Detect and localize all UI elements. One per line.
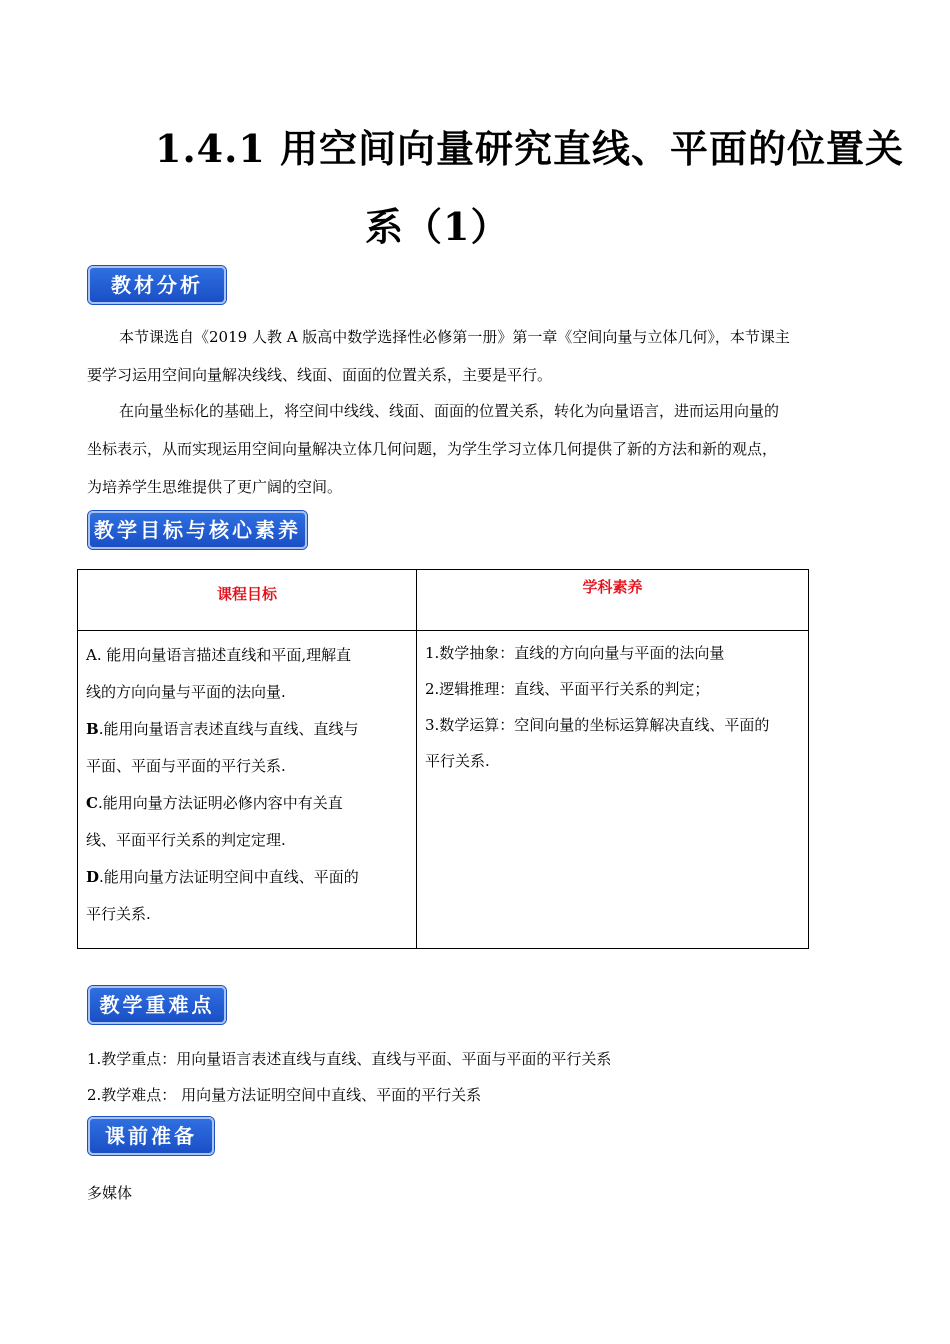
literacy-item-abstraction: 1.数学抽象：直线的方向向量与平面的法向量 (425, 644, 725, 662)
key-point-difficulty: 2.教学难点： 用向量方法证明空间中直线、平面的平行关系 (87, 1086, 482, 1104)
section-badge-key-points: 教学重难点 (88, 986, 226, 1024)
section-badge-analysis: 教材分析 (88, 266, 226, 304)
table-header-literacy: 学科素养 (417, 570, 809, 631)
literacy-item-reasoning: 2.逻辑推理：直线、平面平行关系的判定； (425, 680, 710, 698)
literacy-item-computation-cont: 平行关系. (425, 752, 490, 770)
analysis-p2-line3: 为培养学生思维提供了更广阔的空间。 (87, 478, 343, 496)
analysis-p2-line1: 在向量坐标化的基础上，将空间中线线、线面、面面的位置关系，转化为向量语言，进而运用向量的 (119, 402, 780, 420)
key-point-focus: 1.教学重点：用向量语言表述直线与直线、直线与平面、平面与平面的平行关系 (87, 1050, 612, 1068)
section-badge-preparation: 课前准备 (88, 1117, 214, 1155)
preparation-text: 多媒体 (87, 1184, 133, 1202)
analysis-paragraph-2 (87, 392, 867, 506)
table-header-course-goals: 课程目标 (78, 570, 417, 631)
course-goals-cell (78, 631, 417, 949)
goal-item-d: D.能用向量方法证明空间中直线、平面的 平行关系. (86, 868, 359, 923)
goal-item-b: B.能用向量语言表述直线与直线、直线与 平面、平面与平面的平行关系. (86, 720, 359, 775)
document-title-line2: 系（1） (365, 204, 510, 249)
objectives-table (77, 569, 809, 949)
literacy-item-computation: 3.数学运算：空间向量的坐标运算解决直线、平面的 (425, 716, 770, 734)
section-badge-objectives: 教学目标与核心素养 (88, 511, 307, 549)
document-title-line1: 1.4.1 用空间向量研究直线、平面的位置关 (155, 126, 905, 171)
analysis-p1-line2: 要学习运用空间向量解决线线、线面、面面的位置关系，主要是平行。 (87, 366, 553, 384)
analysis-p1-line1: 本节课选自《2019 人教 A 版高中数学选择性必修第一册》第一章《空间向量与立体几何》，本节课主 (119, 328, 790, 346)
goal-item-a: A. 能用向量语言描述直线和平面,理解直 线的方向向量与平面的法向量. (86, 646, 352, 701)
goal-item-c: C.能用向量方法证明必修内容中有关直 线、平面平行关系的判定定理. (86, 794, 343, 849)
literacy-cell (417, 631, 809, 949)
analysis-p2-line2: 坐标表示，从而实现运用空间向量解决立体几何问题，为学生学习立体几何提供了新的方法和新的观点， (87, 440, 778, 458)
analysis-paragraph-1 (87, 318, 867, 394)
